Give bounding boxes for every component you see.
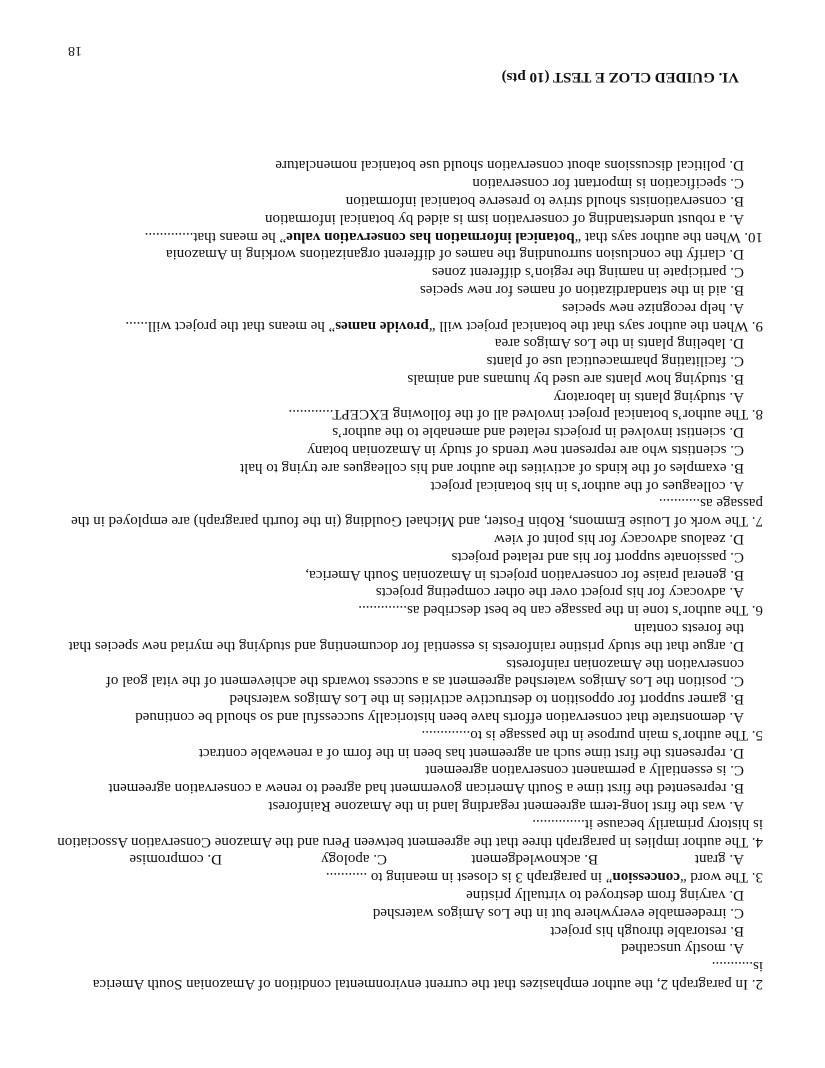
option-a: A. a robust understanding of conservation ism is aided by botanical information xyxy=(264,210,744,227)
question-stem: 4. The author implies in paragraph three that the agreement between Peru and the Amazone Conservation Association is history primarily because it.............. xyxy=(53,815,763,850)
option-c: C. position the Los Amigos watershed agreement as a success towards the achievement of the vital goal of conservation the Amazonian rainforests xyxy=(105,655,744,690)
option-d: D. argue that the study pristine rainforests is essential for documenting and studying the myriad new species that the forests contain xyxy=(68,620,744,654)
option-c: C. irredeemable everywhere but in the Los Amigos watershed xyxy=(372,904,744,921)
option-a: A. studying plants in laboratory xyxy=(553,388,744,405)
question-9 xyxy=(53,245,763,334)
option-b: B. acknowledgement xyxy=(471,851,598,868)
page-number: 18 xyxy=(68,43,82,58)
question-stem xyxy=(53,227,763,245)
option-c: C. is essentially a permanent conservation agreement xyxy=(425,762,744,779)
option-b: B. garner support for opposition to destructive activities in the Los Amigos watershed xyxy=(229,691,744,708)
stem-keyword: provide names xyxy=(335,317,429,334)
stem-keyword: botanical information has conservation value xyxy=(286,228,575,245)
stem-text: ” he means that the project will...... xyxy=(125,317,336,334)
option-a: A. colleagues of the author’s in his botanical project xyxy=(430,477,744,494)
option-d: D. scientist involved in projects related and amenable to the author’s xyxy=(332,424,744,441)
question-3 xyxy=(53,850,763,886)
option-d: D. labeling plants in the Los Amigos area xyxy=(494,335,744,352)
option-b: B. represented the first time a South American government had agreed to renew a conservation agreement xyxy=(108,780,744,797)
option-a: A. help recognize new species xyxy=(561,299,744,316)
stem-text: 10. When the author says that “ xyxy=(574,228,763,245)
option-c: C. facilitating pharmaceutical use of plants xyxy=(486,353,744,370)
question-2 xyxy=(53,885,763,992)
option-c: C. scientists who are represent new trends of study in Amazonian botany xyxy=(307,442,744,459)
question-stem: 7. The work of Louise Emmons, Robin Foster, and Michael Goulding (in the fourth paragraph) are employed in the passage as........... xyxy=(67,495,763,530)
section-heading: VI. GUIDED CLOZ E TEST (10 pts) xyxy=(501,69,739,85)
question-stem xyxy=(53,867,763,885)
option-a: A. mostly unscathed xyxy=(621,940,744,957)
stem-text: ” in paragraph 3 is closest in meaning to ........... xyxy=(325,869,613,886)
question-stem: 8. The author’s botanical project involved all of the following EXCEPT............ xyxy=(288,406,763,423)
option-d: D. zealous advocacy for his point of view xyxy=(494,531,744,548)
question-stem: 6. The author’s tone in the passage can be best described as............. xyxy=(358,602,763,619)
stem-text: 3. The word “ xyxy=(679,869,763,886)
option-a: A. was the first long-term agreement regarding land in the Amazone Rainforest xyxy=(268,798,744,815)
option-a: A. demonstrate that conservation efforts have been historically successful and so should be continued xyxy=(135,709,744,726)
option-b: B. studying how plants are used by humans and animals xyxy=(407,370,744,387)
option-c: C. specification is important for conservation xyxy=(472,175,744,192)
question-stem xyxy=(53,316,763,334)
question-8 xyxy=(53,334,763,423)
question-6 xyxy=(53,529,763,618)
option-d: D. compromise xyxy=(129,851,222,868)
inline-options xyxy=(53,850,763,868)
option-b: B. conservationists should strive to preserve botanical information xyxy=(345,192,744,209)
option-c: C. apology xyxy=(321,851,387,868)
option-c: C. passionate support for his and related projects xyxy=(451,548,744,565)
question-stem: 2. In paragraph 2, the author emphasizes that the current environmental condition of Amazonian South America is........... xyxy=(89,958,763,992)
question-5 xyxy=(53,618,763,743)
question-stem: 5. The author’s main purpose in the passage is to............. xyxy=(421,726,763,743)
option-b: B. restorable through his project xyxy=(550,922,744,939)
stem-keyword: concession xyxy=(612,869,680,886)
question-7 xyxy=(53,423,763,530)
option-a: A. grant xyxy=(694,851,744,868)
stem-text: 9. When the author says that the botanical project will “ xyxy=(428,317,763,334)
option-b: B. aid in the standardization of names for new species xyxy=(419,281,744,298)
option-b: B. examples of the kinds of activities the author and his colleagues are trying to halt xyxy=(239,459,744,476)
option-d: D. political discussions about conservation should use botanical nomenclature xyxy=(275,157,744,174)
option-d: D. represents the first time such an agreement has been in the form of a renewable contract xyxy=(198,744,744,761)
question-10 xyxy=(53,156,763,245)
question-list xyxy=(53,156,763,992)
option-c: C. participate in naming the region’s different zones xyxy=(431,264,744,281)
option-d: D. clarify the conclusion surrounding the names of different organizations working in Amazonia xyxy=(165,246,744,263)
option-b: B. general praise for conservation projects in Amazonian South America, xyxy=(305,566,744,583)
question-4 xyxy=(53,743,763,850)
stem-text: ” he means that............. xyxy=(144,228,287,245)
option-a: A. advocacy for his project over the other competing projects xyxy=(375,584,744,601)
option-d: D. varying from destroyed to virtually pristine xyxy=(466,887,744,904)
